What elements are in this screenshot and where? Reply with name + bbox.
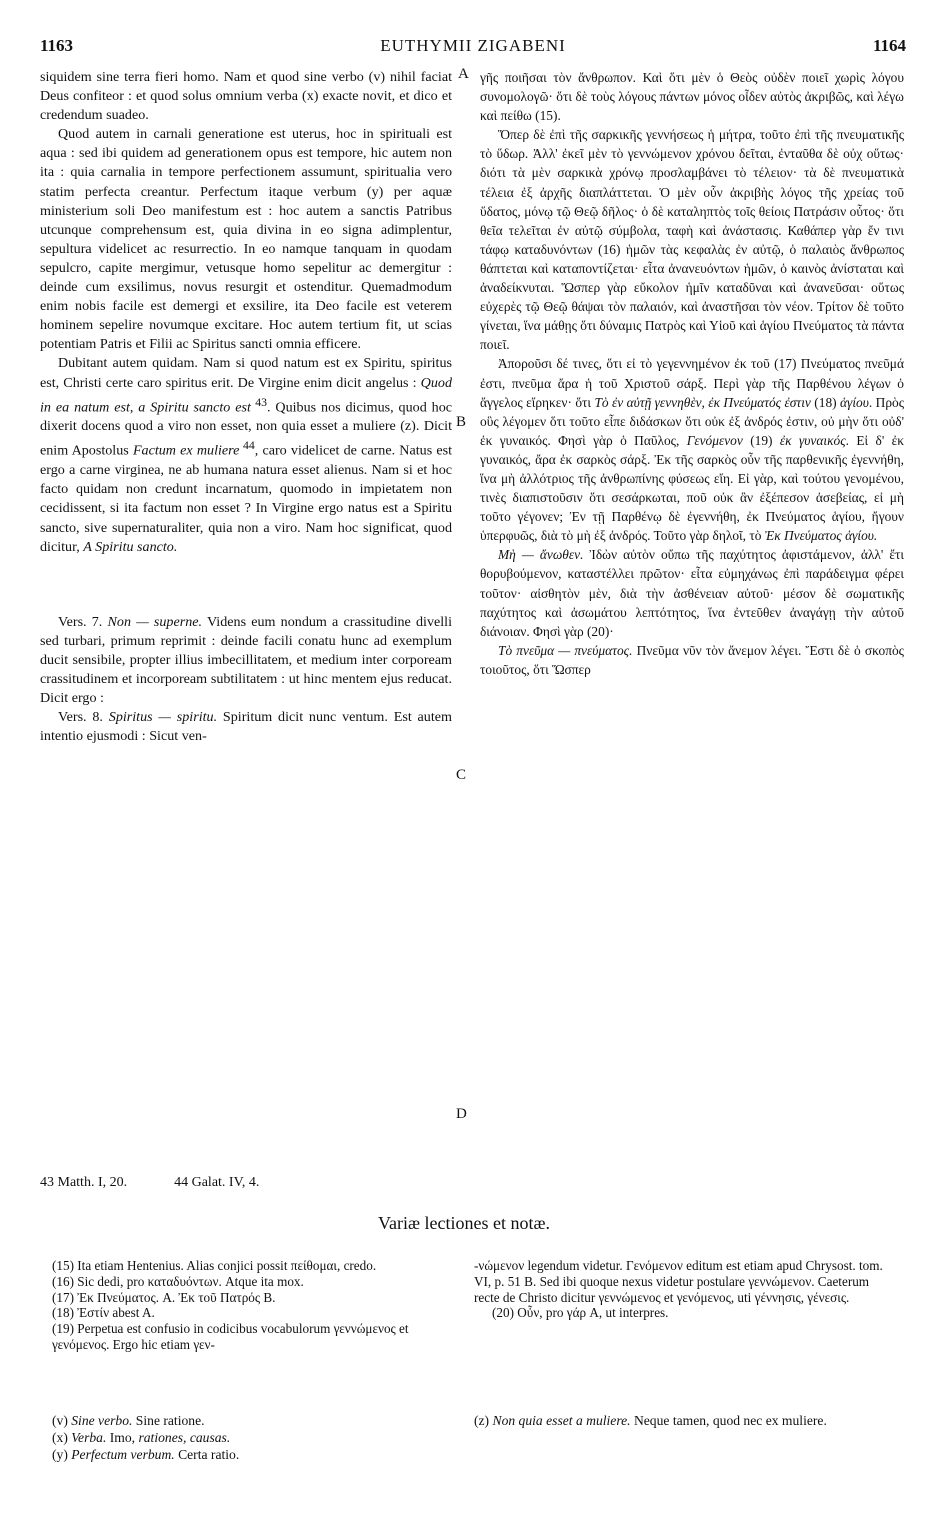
greek-quote: Ἐκ Πνεύματος ἁγίου. xyxy=(764,528,878,544)
variant-note: (18) Ἐστίν abest A. xyxy=(52,1305,155,1321)
greek-column xyxy=(480,68,904,679)
greek-quote: Γενόμενον xyxy=(686,432,743,448)
footnote-ref-43: 43 xyxy=(250,395,267,409)
gloss-y xyxy=(52,1446,454,1463)
lemma: Non — superne. xyxy=(107,613,203,630)
section-marker-b: B xyxy=(456,414,467,430)
greek-text: . Εἰ δ' ἐκ γυναικός, ἄρα ἐκ σαρκὸς σάρξ. Ἐκ τῆς σαρκὸς οὖν τῆς παρθενικῆς ἐγεννήθη, ἵνα μὴ ἀλλότριος τῆς ἀνθρωπίνης φύσεως εἴη. Εἰ γὰρ, καὶ τούτου γενομένου, τινὲς διαπιστοῦσιν ὅτι σεσάρκωται, ποῦ οὐκ ἂν ἐξέπεσον ἀσεβείας, εἰ μὴ τοῦτο γέγονεν; Ἐν τῇ Παρθένῳ δὲ ἐγεννήθη, ἐκ Πνεύματος ἁγίου, ἤγουν ὑπερφυῶς, διὰ τὸ μὴ ἐξ ἀνδρός. Τοῦτο γὰρ δηλοῖ, τὸ xyxy=(480,432,904,544)
latin-text: . Quibus nos dicimus, quod hoc dixerit docens quod a viro non esset, non quia esset a muliere (z). Dicit enim Apostolus xyxy=(40,399,453,460)
page-number-right: 1164 xyxy=(872,36,906,55)
section-marker-d: D xyxy=(456,1106,467,1122)
latin-quote: Quod in ea natum est, a Spiritu sancto est xyxy=(40,374,452,416)
footnote-43: 43 Matth. I, 20. xyxy=(40,1175,128,1190)
gloss-lemma: rationes, causas. xyxy=(138,1430,231,1445)
greek-quote: ἐκ γυναικός xyxy=(779,432,846,448)
greek-paragraph-5 xyxy=(480,641,904,679)
variae-notes-left xyxy=(52,1258,454,1353)
greek-paragraph-4 xyxy=(480,545,904,640)
latin-paragraph-5 xyxy=(40,708,452,746)
running-head xyxy=(40,36,906,58)
latin-paragraph-4 xyxy=(40,613,452,708)
lemma: Spiritus — spiritu. xyxy=(108,709,218,726)
greek-quote: Τὸ ἐν αὐτῇ γεννηθὲν, ἐκ Πνεύματός ἐστιν xyxy=(594,394,811,410)
page-number-left: 1163 xyxy=(40,36,74,55)
gloss-v xyxy=(52,1412,454,1429)
latin-quote: Factum ex muliere xyxy=(132,443,240,460)
variant-note: (20) Οὖν, pro γάρ A, ut interpres. xyxy=(492,1305,669,1321)
footnote-references xyxy=(40,1175,452,1191)
variant-note: (17) Ἐκ Πνεύματος. A. Ἐκ τοῦ Πατρός B. xyxy=(52,1289,276,1305)
latin-column xyxy=(40,68,452,746)
latin-quote: A Spiritu sancto. xyxy=(83,538,178,555)
latin-paragraph-2: Quod autem in carnali generatione est uterus, hoc in spirituali est aqua : sed ibi quidem ad generationem opus est tempore, hic autem non ita : quia carnalia in tempore perfectionem assumunt, spiritualia vero statim perfecta creantur. Perfectum itaque verbum (y) per aquæ ministerium soli Deo manifestum est : hoc autem a sanctis Patribus utcunque comprehensum est, quia divina in eo signa adimplentur, sepultura videlicet ac resurrectio. In eo namque tanquam in quodam sepulcro, capite mergimur, vetusque homo sepelitur ac demergitur : deinde cum exsilimus, novus resurgit et ostenditur. Quemadmodum enim nobis facile est demergi et exsilire, ita Deo facile est veterem hominem sepelire novumque excitare. Hoc autem tertium fit, ut scias potentiam Patris et Filii ac Spiritus sancti omnia efficere. xyxy=(40,126,452,353)
gloss-text: Imo, xyxy=(106,1430,139,1445)
variant-note: -νώμενον legendum videtur. Γενόμενον editum est etiam apud Chrysost. tom. VI, p. 51 B. Sed ibi quoque nexus videtur postulare γεννώμενον. Caeterum recte de Christo dicitur γεννώμενος et γενόμενος, uti γέννησις, γένεσις. xyxy=(474,1258,883,1305)
greek-paragraph-2: Ὅπερ δὲ ἐπὶ τῆς σαρκικῆς γεννήσεως ἡ μήτρα, τοῦτο ἐπὶ τῆς πνευματικῆς τὸ ὕδωρ. Ἀλλ' ἐκεῖ μὲν τὸ γεννώμενον χρόνου δεῖται, ἐνταῦθα δὲ οὐχ οὕτως· διότι τὰ μὲν σαρκικὰ χρόνῳ προσλαμβάνει τὸ τέλειον· τὰ δὲ πνευματικὰ τέλεια ἐξ ἀρχῆς διαπλάττεται. Ὁ μὲν οὖν ἀκριβὴς λόγος τῆς χρείας τοῦ ὕδατος, μόνῳ τῷ Θεῷ δῆλος· ὁ δὲ καταληπτὸς τοῖς θείοις Πατράσιν οὗτος· ὅτι θεῖα τελεῖται ἐν αὐτῷ σύμβολα, ταφὴ καὶ ἀνάστασις. Καθάπερ γὰρ ἔν τινι τάφῳ καταδυνόντων (16) ἡμῶν τὰς κεφαλὰς ἐν αὐτῷ, ὁ παλαιὸς ἄνθρωπος θάπτεται καὶ καταποντίζεται· εἶτα ἀνανευόντων ἡμῶν, ὁ καινὸς ἀνίσταται καὶ ἀναδείκνυται. Ὥσπερ γὰρ εὔκολον ἡμῖν καταδῦναι καὶ ἀνανεῦσαι· οὕτως εὐχερὲς τῷ Θεῷ θάψαι τὸν παλαιόν, καὶ ἀναστῆσαι τὸν νέον. Τρίτον δὲ τοῦτο γίνεται, ἵνα μάθῃς ὅτι δύναμις Πατρὸς καὶ Υἱοῦ καὶ ἁγίου Πνεύματος τὰ πάντα ποιεῖ. xyxy=(480,127,904,353)
greek-text: (18) xyxy=(810,394,841,410)
gloss-z xyxy=(474,1412,894,1429)
variae-notes-right xyxy=(474,1258,894,1321)
verse-ref: Vers. 8. xyxy=(58,709,109,726)
latin-paragraph-1: siquidem sine terra fieri homo. Nam et quod sine verbo (v) nihil faciat Deus confiteor : et quod solus omnium verba (x) exacte novit, et dico et credendum suadeo. xyxy=(40,69,452,124)
section-marker-c: C xyxy=(456,767,467,783)
latin-text: Spiritum dicit nunc ventum. Est autem intentio ejusmodi : Sicut ven- xyxy=(40,709,452,745)
gloss-lemma: Non quia esset a muliere. xyxy=(492,1413,631,1428)
variant-note: (15) Ita etiam Hentenius. Alias conjici possit πείθομαι, credo. xyxy=(52,1258,377,1273)
variant-note: (19) Perpetua est confusio in codicibus vocabulorum γεννώμενος et γενόμενος. Ergo hic etiam γεν- xyxy=(52,1321,409,1352)
gloss-text: Neque tamen, quod nec ex muliere. xyxy=(630,1413,827,1428)
glosses-left xyxy=(52,1412,454,1463)
glosses-right xyxy=(474,1412,894,1429)
gloss-text: Sine ratione. xyxy=(132,1413,205,1428)
greek-text: . Πρὸς οὓς λέγομεν ὅτι τοῦτο εἶπε διδάσκων ὅτι οὐκ ἐξ ἀνδρός ἐστιν, οὐ μὴν ὅτι οὐδ' ἐκ γυναικός. Φησὶ γὰρ ὁ Παῦλος, xyxy=(480,394,904,448)
footnote-ref-44: 44 xyxy=(239,439,255,453)
greek-text: (19) xyxy=(742,432,780,448)
greek-paragraph-3 xyxy=(480,354,904,545)
spacer xyxy=(40,557,452,613)
lemma: Μὴ — ἄνωθεν. xyxy=(498,547,584,563)
latin-text: Videns eum nondum a crassitudine divelli sed turbari, primum reprimit : deinde facili conatu hunc ad exemplum ducit sensibile, propter illius imbecillitatem, et medium inter corpoream crassitudinem et incorpoream subtilitatem : ut hinc mentem ejus reducat. Dicit ergo : xyxy=(40,613,452,707)
variant-note: (16) Sic dedi, pro καταδυόντων. Atque ita mox. xyxy=(52,1273,304,1289)
latin-text: , caro videlicet de carne. Natus est ergo a carne virginea, ne ab humana natura esset alienus. Nam si et hoc facto quidam non credunt incarnatum, quomodo in impietatem non cecidissent, si ita factum non esset ? In Virgine ergo natus est a Spiritu sancto, sive supernaturaliter, quia non a viro. Nam hoc significat, quod dicitur, xyxy=(40,443,453,555)
greek-quote: ἁγίου xyxy=(840,394,869,410)
section-marker-a: A xyxy=(458,66,469,82)
greek-text: Πνεῦμα νῦν τὸν ἄνεμον λέγει. Ἔστι δὲ ὁ σκοπὸς τοιοῦτος, ὅτι Ὥσπερ xyxy=(480,642,904,677)
gloss-label: (x) xyxy=(52,1430,72,1445)
running-title: EUTHYMII ZIGABENI xyxy=(380,36,566,55)
gloss-text: Certa ratio. xyxy=(174,1447,240,1462)
variae-heading: Variæ lectiones et notæ. xyxy=(378,1213,550,1233)
latin-paragraph-3 xyxy=(40,354,452,556)
gloss-label: (z) xyxy=(474,1413,493,1428)
gloss-label: (y) xyxy=(52,1447,72,1462)
greek-text: Ἰδὼν αὐτὸν οὔπω τῆς παχύτητος ἀφιστάμενον, ἀλλ' ἔτι θορυβούμενον, καταστέλλει πρῶτον· εἶτα εὐμηχάνως ἐπὶ παράδειγμα φέρει τοῦτον· αἰσθητὸν μὲν, διὰ τὴν ἀσθένειαν αὐτοῦ· μέσον δὲ σωματικῆς παχύτητος καὶ ἀσωμάτου λεπτότητος, ἵνα ἐντεῦθεν ἀναγάγῃ τὴν αὐτοῦ διάνοιαν. Φησὶ γὰρ (20)· xyxy=(480,547,904,639)
gloss-lemma: Perfectum verbum. xyxy=(71,1447,175,1462)
footnote-44: 44 Galat. IV, 4. xyxy=(174,1175,260,1190)
latin-text: Dubitant autem quidam. Nam si quod natum est ex Spiritu, spiritus est, Christi certe caro spiritus erit. De Virgine enim dicit angelus : xyxy=(40,355,452,391)
lemma: Τὸ πνεῦμα — πνεύματος. xyxy=(498,642,633,658)
gloss-x xyxy=(52,1429,454,1446)
gloss-label: (v) xyxy=(52,1413,72,1428)
greek-text: Ἀποροῦσι δέ τινες, ὅτι εἰ τὸ γεγεννημένον ἐκ τοῦ (17) Πνεύματος πνεῦμά ἐστι, πνεῦμα ἄρα ἡ τοῦ Χριστοῦ σάρξ. Περὶ γὰρ τῆς Παρθένου λέγων ὁ ἄγγελος εἴρηκεν· ὅτι xyxy=(480,356,904,410)
gloss-lemma: Verba. xyxy=(71,1430,107,1445)
greek-paragraph-1: γῆς ποιῆσαι τὸν ἄνθρωπον. Καὶ ὅτι μὲν ὁ Θεὸς οὐδὲν ποιεῖ χωρὶς λόγου συνομολογῶ· ὅτι δὲ τοὺς λόγους πάντων μόνος οἶδεν αὐτὸς ἀκριβῶς, καὶ λέγω καὶ πείθω (15). xyxy=(480,70,904,124)
verse-ref: Vers. 7. xyxy=(58,613,108,630)
gloss-lemma: Sine verbo. xyxy=(71,1413,133,1428)
